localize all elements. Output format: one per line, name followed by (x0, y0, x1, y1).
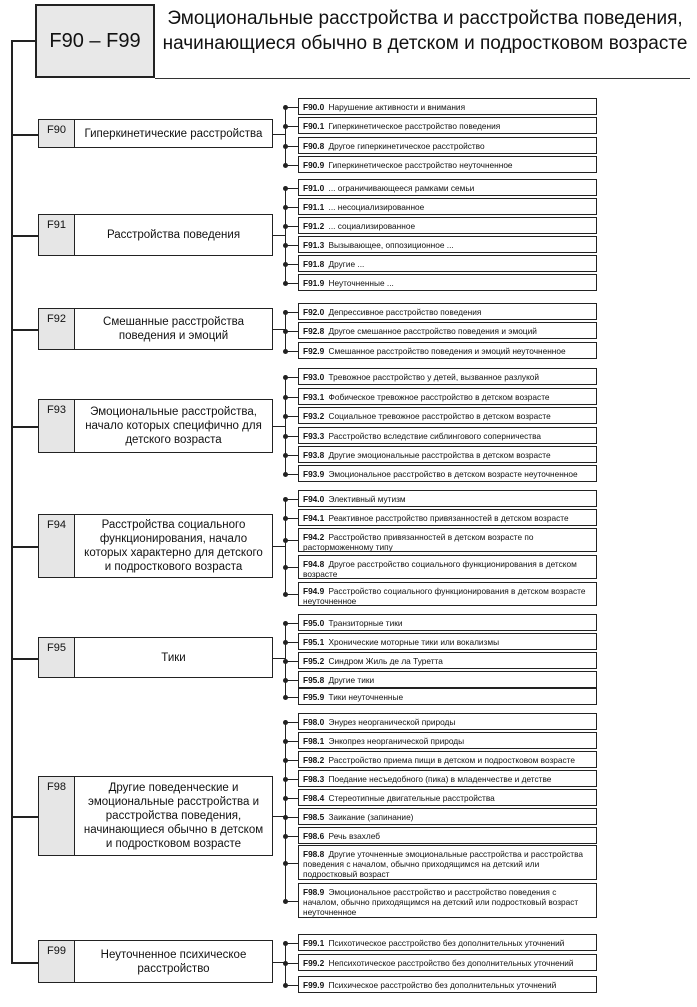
group-box (38, 399, 273, 453)
item-code: F92.8 (303, 326, 325, 336)
group-connector (11, 658, 38, 660)
connector-dot (283, 144, 288, 149)
item-code: F99.2 (303, 958, 325, 968)
group-code: F95 (39, 638, 75, 677)
item-code: F92.9 (303, 346, 325, 356)
subcategory-item (298, 427, 597, 444)
subcategory-item (298, 555, 597, 579)
subcategory-item (298, 789, 597, 806)
group-name: Тики (161, 651, 186, 664)
item-text: Речь взахлеб (326, 831, 380, 841)
subcategory-item (298, 808, 597, 825)
main-connector-cap (11, 40, 35, 42)
group-name: Расстройства поведения (106, 229, 241, 241)
item-text: Расстройство приема пищи в детском и подростковом возрасте (326, 755, 576, 765)
item-text: ... ограничивающееся рамками семьи (326, 183, 475, 193)
subcategory-item (298, 954, 597, 971)
item-code: F98.5 (303, 812, 325, 822)
group-to-items-connector (273, 134, 285, 135)
subcategory-item (298, 255, 597, 272)
group-code: F93 (39, 400, 75, 452)
group-to-items-connector (273, 546, 285, 547)
item-text: Непсихотическое расстройство без дополнительных уточнений (326, 958, 574, 968)
connector-dot (283, 472, 288, 477)
subcategory-item (298, 198, 597, 215)
subcategory-item (298, 528, 597, 552)
item-text: Другие тики (326, 675, 375, 685)
subcategory-item (298, 303, 597, 320)
item-code: F93.9 (303, 469, 325, 479)
connector-dot (283, 281, 288, 286)
item-text: Расстройство привязанностей в детском возрасте по расторможенному типу (303, 532, 534, 552)
subcategory-item (298, 179, 597, 196)
group-box (38, 214, 273, 256)
group-name: Неуточненное психическое расстройство (100, 948, 247, 975)
subcategory-item (298, 388, 597, 405)
subcategory-item (298, 770, 597, 787)
group-to-items-connector (273, 426, 285, 427)
connector-dot (283, 678, 288, 683)
subcategory-item (298, 465, 597, 482)
subcategory-item (298, 137, 597, 154)
group-box (38, 940, 273, 983)
connector-dot (283, 375, 288, 380)
item-code: F90.0 (303, 102, 325, 112)
group-code: F98 (39, 777, 75, 855)
connector-dot (283, 592, 288, 597)
connector-dot (283, 834, 288, 839)
subcategory-item (298, 509, 597, 526)
subcategory-item (298, 322, 597, 339)
group-connector (11, 134, 38, 136)
item-code: F95.1 (303, 637, 325, 647)
connector-dot (283, 414, 288, 419)
connector-dot (283, 758, 288, 763)
group-connector (11, 426, 38, 428)
group-code: F90 (39, 120, 75, 147)
item-code: F99.1 (303, 938, 325, 948)
group-connector (11, 816, 38, 818)
connector-dot (283, 243, 288, 248)
subcategory-item (298, 652, 597, 669)
item-code: F93.8 (303, 450, 325, 460)
subcategory-item (298, 845, 597, 880)
subcategory-item (298, 446, 597, 463)
item-text: ... несоциализированное (326, 202, 425, 212)
item-code: F98.9 (303, 887, 325, 897)
group-box (38, 637, 273, 678)
item-code: F93.1 (303, 392, 325, 402)
item-text: Депрессивное расстройство поведения (326, 307, 482, 317)
subcategory-item (298, 236, 597, 253)
group-name: Смешанные расстройства поведения и эмоций (103, 316, 244, 342)
group-box (38, 119, 273, 148)
connector-dot (283, 695, 288, 700)
item-code: F94.8 (303, 559, 325, 569)
item-text: Другое расстройство социального функционирования в детском возрасте (303, 559, 577, 579)
group-box (38, 776, 273, 856)
connector-dot (283, 105, 288, 110)
connector-dot (283, 434, 288, 439)
group-connector (11, 329, 38, 331)
group-connector (11, 546, 38, 548)
item-code: F95.0 (303, 618, 325, 628)
group-box (38, 514, 273, 578)
header-title: Эмоциональные расстройства и расстройства поведения, начинающиеся обычно в детском и подростковом возрасте (162, 8, 688, 54)
connector-dot (283, 777, 288, 782)
item-code: F91.3 (303, 240, 325, 250)
item-text: Другие эмоциональные расстройства в детском возрасте (326, 450, 551, 460)
item-code: F98.4 (303, 793, 325, 803)
connector-dot (283, 163, 288, 168)
subcategory-item (298, 98, 597, 115)
connector-dot (283, 516, 288, 521)
group-code: F91 (39, 215, 75, 255)
header-code: F90 – F99 (35, 4, 155, 78)
item-code: F98.8 (303, 849, 325, 859)
subcategory-item (298, 407, 597, 424)
connector-dot (283, 961, 288, 966)
group-box (38, 308, 273, 350)
item-code: F99.9 (303, 980, 325, 990)
item-text: Стереотипные двигательные расстройства (326, 793, 495, 803)
item-text: Психическое расстройство без дополнительных уточнений (326, 980, 557, 990)
subcategory-item (298, 117, 597, 134)
item-code: F91.9 (303, 278, 325, 288)
subcategory-item (298, 883, 597, 918)
connector-dot (283, 186, 288, 191)
subcategory-item (298, 934, 597, 951)
item-code: F98.6 (303, 831, 325, 841)
connector-dot (283, 941, 288, 946)
subcategory-item (298, 713, 597, 730)
item-text: Тики неуточненные (326, 692, 404, 702)
item-code: F95.9 (303, 692, 325, 702)
connector-dot (283, 224, 288, 229)
connector-dot (283, 659, 288, 664)
item-text: Энурез неорганической природы (326, 717, 456, 727)
item-text: Другое смешанное расстройство поведения и эмоций (326, 326, 537, 336)
subcategory-item (298, 490, 597, 507)
subcategory-item (298, 633, 597, 650)
item-text: Другие уточненные эмоциональные расстройства и расстройства поведения с началом, обычно приходящимся на детский или подростковый возраст (303, 849, 584, 879)
connector-dot (283, 124, 288, 129)
item-code: F98.0 (303, 717, 325, 727)
group-name: Другие поведенческие и эмоциональные расстройства и расстройства поведения, начинающиеся обычно в детском и подростковом возрасте (83, 782, 264, 850)
subcategory-item (298, 732, 597, 749)
subcategory-item (298, 827, 597, 844)
item-text: Смешанное расстройство поведения и эмоций неуточненное (326, 346, 566, 356)
connector-dot (283, 395, 288, 400)
connector-dot (283, 815, 288, 820)
group-connector (11, 235, 38, 237)
item-code: F95.8 (303, 675, 325, 685)
item-text: Эмоциональное расстройство в детском возрасте неуточненное (326, 469, 578, 479)
connector-dot (283, 349, 288, 354)
item-text: Гиперкинетическое расстройство неуточненное (326, 160, 513, 170)
item-text: Неуточненные ... (326, 278, 394, 288)
connector-dot (283, 565, 288, 570)
item-text: Транзиторные тики (326, 618, 403, 628)
subcategory-item (298, 671, 597, 688)
item-text: Психотическое расстройство без дополнительных уточнений (326, 938, 565, 948)
items-bracket (285, 377, 286, 474)
header-divider (155, 78, 690, 79)
item-code: F91.8 (303, 259, 325, 269)
items-bracket (285, 499, 286, 595)
item-text: Поедание несъедобного (пика) в младенчестве и детстве (326, 774, 552, 784)
group-name: Гиперкинетические расстройства (84, 127, 263, 140)
connector-dot (283, 262, 288, 267)
group-to-items-connector (273, 658, 285, 659)
connector-dot (283, 640, 288, 645)
connector-dot (283, 861, 288, 866)
item-text: Нарушение активности и внимания (326, 102, 466, 112)
item-text: Энкопрез неорганической природы (326, 736, 465, 746)
item-text: Другие ... (326, 259, 365, 269)
subcategory-item (298, 274, 597, 291)
item-code: F91.0 (303, 183, 325, 193)
subcategory-item (298, 217, 597, 234)
item-text: Тревожное расстройство у детей, вызванное разлукой (326, 372, 540, 382)
item-text: Эмоциональное расстройство и расстройство поведения с началом, обычно приходящимся на детский или подростковый возраст неуточненное (303, 887, 579, 917)
item-code: F93.3 (303, 431, 325, 441)
group-name: Расстройства социального функционирования, начало которых характерно для детского и подросткового возраста (84, 519, 263, 573)
item-code: F91.2 (303, 221, 325, 231)
main-connector-line (11, 40, 13, 962)
item-code: F90.1 (303, 121, 325, 131)
item-code: F92.0 (303, 307, 325, 317)
item-code: F93.2 (303, 411, 325, 421)
item-text: Хронические моторные тики или вокализмы (326, 637, 500, 647)
connector-dot (283, 739, 288, 744)
item-code: F94.9 (303, 586, 325, 596)
subcategory-item (298, 156, 597, 173)
group-to-items-connector (273, 235, 285, 236)
item-code: F98.1 (303, 736, 325, 746)
subcategory-item (298, 368, 597, 385)
item-text: Расстройство вследствие сиблингового соперничества (326, 431, 542, 441)
connector-dot (283, 310, 288, 315)
connector-dot (283, 538, 288, 543)
group-code: F94 (39, 515, 75, 577)
item-text: Гиперкинетическое расстройство поведения (326, 121, 501, 131)
item-text: ... социализированное (326, 221, 416, 231)
connector-dot (283, 899, 288, 904)
subcategory-item (298, 342, 597, 359)
connector-dot (283, 329, 288, 334)
connector-dot (283, 621, 288, 626)
group-connector (11, 962, 38, 964)
subcategory-item (298, 614, 597, 631)
item-code: F94.1 (303, 513, 325, 523)
item-code: F98.3 (303, 774, 325, 784)
subcategory-item (298, 688, 597, 705)
item-code: F93.0 (303, 372, 325, 382)
item-code: F91.1 (303, 202, 325, 212)
group-name: Эмоциональные расстройства, начало которых специфично для детского возраста (85, 406, 262, 446)
item-text: Расстройство социального функционирования в детском возрасте неуточненное (303, 586, 586, 606)
items-bracket (285, 188, 286, 283)
item-text: Заикание (запинание) (326, 812, 414, 822)
item-text: Другое гиперкинетическое расстройство (326, 141, 485, 151)
subcategory-item (298, 751, 597, 768)
group-code: F99 (39, 941, 75, 982)
connector-dot (283, 983, 288, 988)
item-code: F95.2 (303, 656, 325, 666)
connector-dot (283, 720, 288, 725)
item-text: Реактивное расстройство привязанностей в детском возрасте (326, 513, 569, 523)
items-bracket (285, 107, 286, 165)
item-text: Элективный мутизм (326, 494, 406, 504)
connector-dot (283, 796, 288, 801)
connector-dot (283, 453, 288, 458)
item-text: Синдром Жиль де ла Туретта (326, 656, 443, 666)
item-code: F90.8 (303, 141, 325, 151)
item-text: Социальное тревожное расстройство в детском возрасте (326, 411, 551, 421)
item-code: F98.2 (303, 755, 325, 765)
item-code: F90.9 (303, 160, 325, 170)
items-bracket (285, 722, 286, 901)
item-code: F94.2 (303, 532, 325, 542)
connector-dot (283, 497, 288, 502)
subcategory-item (298, 582, 597, 606)
connector-dot (283, 205, 288, 210)
group-code: F92 (39, 309, 75, 349)
subcategory-item (298, 976, 597, 993)
item-text: Вызывающее, оппозиционное ... (326, 240, 454, 250)
item-text: Фобическое тревожное расстройство в детском возрасте (326, 392, 550, 402)
item-code: F94.0 (303, 494, 325, 504)
